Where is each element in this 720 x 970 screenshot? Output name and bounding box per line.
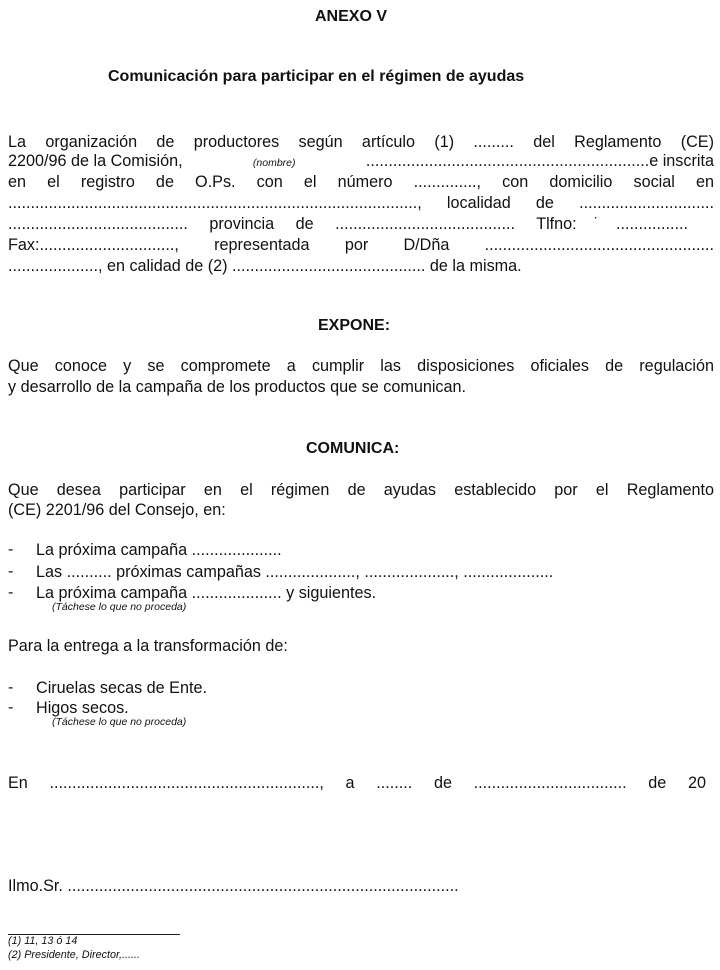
strike-note-2: (Táchese lo que no proceda) [52, 716, 187, 728]
intro-line-2-text: 2200/96 de la Comisión, [8, 152, 183, 170]
bullet-dash: - [8, 584, 14, 601]
intro-line-6: Fax:.............................., representada por D/Dña ................................................... [8, 236, 714, 254]
expone-line-1: Que conoce y se compromete a cumplir las disposiciones oficiales de regulación [8, 357, 714, 375]
strike-note-1: (Táchese lo que no proceda) [52, 601, 187, 613]
signature-line: Ilmo.Sr. ....................................................................................... [8, 877, 459, 895]
product-figs: Higos secos. [36, 699, 129, 717]
comunica-line-1: Que desea participar en el régimen de ayudas establecido por el Reglamento [8, 481, 714, 499]
option-next-campaigns: Las .......... próximas campañas ...................., ...................., .................... [36, 563, 554, 581]
footnote-2: (2) Presidente, Director,...... [8, 949, 141, 961]
intro-line-3: en el registro de O.Ps. con el número .............., con domicilio social en [8, 173, 714, 191]
option-next-and-following: La próxima campaña .................... y siguientes. [36, 584, 377, 602]
product-prunes: Ciruelas secas de Ente. [36, 679, 207, 697]
bullet-dash: - [8, 679, 14, 696]
annex-title: ANEXO V [315, 8, 388, 25]
expone-heading: EXPONE: [318, 317, 391, 334]
bullet-dash: - [8, 699, 14, 716]
option-next-campaign: La próxima campaña .................... [36, 541, 282, 559]
expone-line-2: y desarrollo de la campaña de los productos que se comunican. [8, 378, 467, 396]
place-date-line: En ............................................................, a ........ de .................................. de 20 [8, 774, 706, 792]
intro-line-2 [8, 152, 714, 171]
name-note: (nombre) [252, 157, 296, 169]
bullet-dash: - [8, 541, 14, 558]
intro-line-2-dots: ...............................................................e inscrita [365, 152, 714, 170]
intro-line-7: ...................., en calidad de (2) ........................................... de la misma. [8, 257, 522, 275]
delivery-label: Para la entrega a la transformación de: [8, 637, 288, 655]
document-subtitle: Comunicación para participar en el régimen de ayudas [108, 68, 525, 85]
intro-line-4: ..........................................................................................., localidad de .............................. [8, 194, 714, 212]
intro-line-5: ........................................ provincia de ........................................ Tlfno:˙................ [8, 215, 688, 233]
bullet-dash: - [8, 563, 14, 580]
comunica-heading: COMUNICA: [306, 440, 400, 457]
intro-line-1: La organización de productores según artículo (1) ......... del Reglamento (CE) [8, 133, 714, 151]
comunica-line-2: (CE) 2201/96 del Consejo, en: [8, 501, 226, 519]
footnote-1: (1) 11, 13 ó 14 [8, 935, 78, 947]
